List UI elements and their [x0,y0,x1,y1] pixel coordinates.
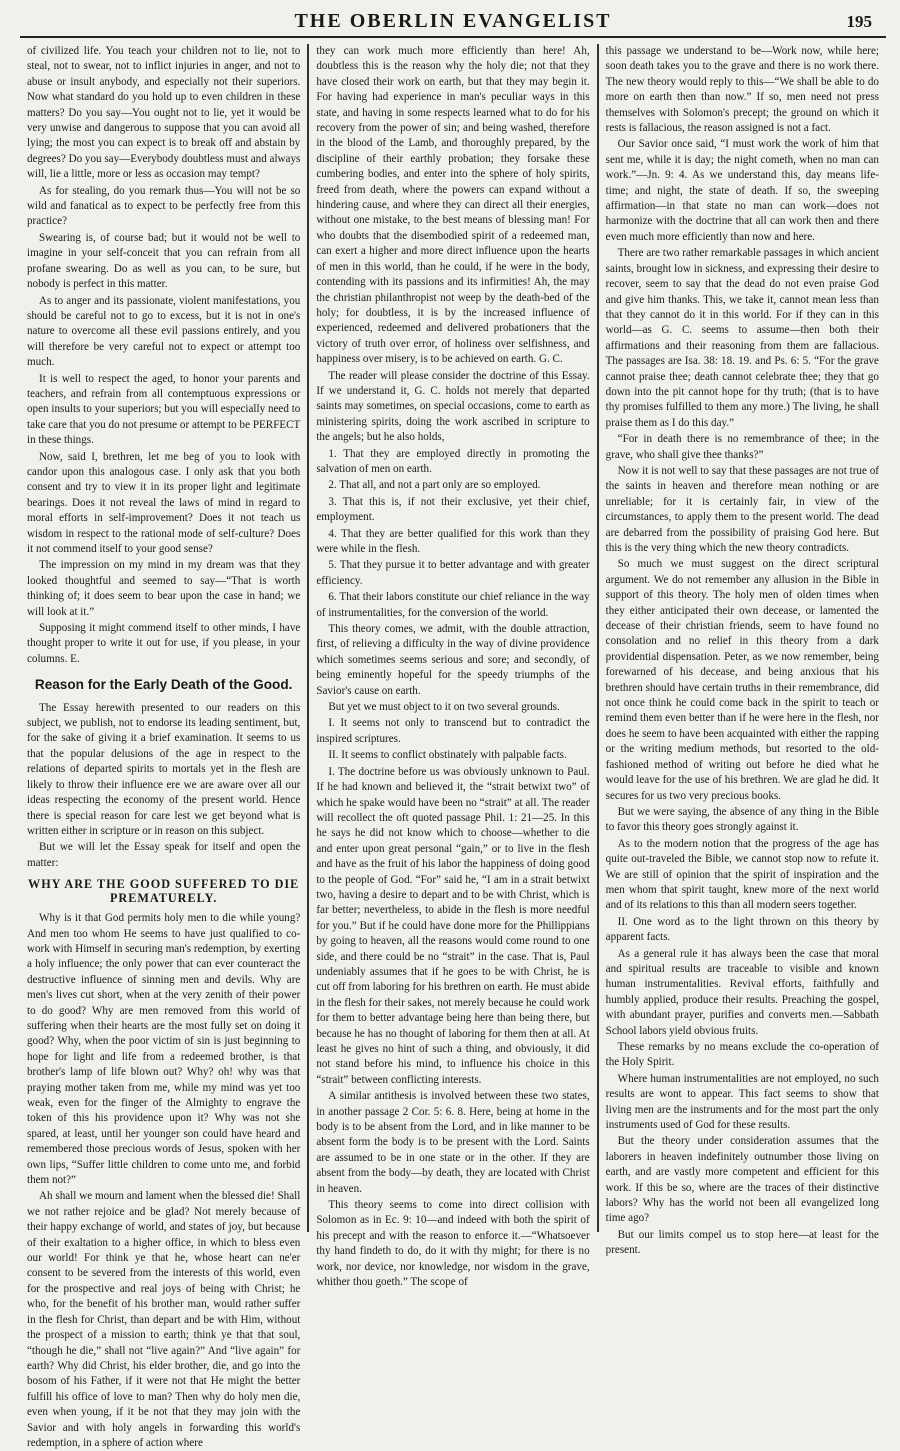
paragraph: II. It seems to conflict obstinately with palpable facts. [328,749,567,762]
paragraph: But we were saying, the absence of any thing in the Bible to favor this theory goes strongly against it. [605,805,879,834]
paragraph: Swearing is, of course bad; but it would not be well to imagine in your self-conceit that you can refrain from all profane swearing. Do as well as you can, to be sure, but nobody is perfect in this matter. [27,231,301,291]
paragraph: Ah shall we mourn and lament when the blessed die! Shall we not rather rejoice and be glad? Not merely because of their happy exchange of world, and states of joy, but because of their exaltation to a higher office, in which to bless even our world! For think ye that he, whose heart can ne'er consent to be severed from the interests of this world, even for the prospective and real joys of being with Christ; he who, for the benefit of his brother man, would rather suffer in the flesh for Christ, than depart and be with Him, without the prospect of a mission to earth; think ye that that soul, “though he die,” shall not “live again?” And “live again” for earth? Why did Christ, his elder brother, die, and go into the bosom of his Father, if it were not that He might the better fulfill his office of love to man? Then why do holy men die, even when young, if it be not that they may join with the Savior and with holy angels in forwarding this world's redemption, in a sphere of action where [27,1190,301,1449]
paragraph: This theory seems to come into direct collision with Solomon as in Ec. 9: 10—and indeed with both the spirit of his precept and with the reason to enforce it.—“Whatsoever thy hand findeth to do, do it with thy might; for there is no work, nor device, nor knowledge, nor wisdom in the grave, whither thou goeth.” The scope of [316,1199,590,1289]
paragraph: The impression on my mind in my dream was that they looked thoughtful and seemed to say—“That is worth thinking of; it does seem to bear upon the case in hand; we will look at it.” [27,559,301,618]
paragraph: So much we must suggest on the direct scriptural argument. We do not remember any allusion in the Bible in support of this theory. The holy men of olden times when they either anticipated their own decease, or lamented the decease of their christian friends, seem to have found no consolation and no relief in this theory from a dark providential dispensation. Peter, as we now remember, being forewarned of his decease, and being anxious that his brethren should have certain truths in their remembrance, did not once think he could come back in the spirit to teach or remind them even better than if he were here in the flesh, nor does he seem to have been acquainted with either the rapping or the writing medium methods, but resorted to the old-fashioned method of writing out before he died what he would leave for the use of his brethren. We are glad he did. It secures for us two very precious books. [605,558,879,802]
paragraph: As for stealing, do you remark thus—You will not be so wild and fanatical as to expect to be perfectly free from this practice? [27,184,301,228]
paragraph: As to anger and its passionate, violent manifestations, you should be careful not to go to excess, but it is not in one's nature to overcome all these evil passions entirely, and you will therefore be very careful not to expect or attempt too much. [27,294,301,369]
section-title: Reason for the Early Death of the Good. [34,677,293,693]
paragraph: I. The doctrine before us was obviously unknown to Paul. If he had known and believed it, the “strait betwixt two” of which he spake would have been no “strait” at all. The reader will recollect the oft quoted passage Phil. 1: 21—25. In this he says he did not know which to choose—whether to die and enter upon great personal “gain,” or to live in the flesh and have as the fruit of his labor the happiness of doing good to the people of God. “For” said he, “I am in a strait betwixt two, having a desire to depart and to be with Christ, which is far better; nevertheless, to abide in the flesh is more needful for you.” But if he could have done more for the Phillippians by going to heaven, all the reasons would come round to one side, and there could be no “strait” in the case. That is, Paul undeniably assumes that if he goes to be with Christ, he is cut off from laboring for his brethren on earth. He must abide in the flesh for their sakes, not merely because he could work for them to better advantage being here than being there, but because he has no thought of laboring for them then at all. At least he gives no hint of such a thing, and obviously, it did not stand before his mind, to influence his choice in this “strait” between conflicting interests. [316,765,590,1086]
paragraph: There are two rather remarkable passages in which ancient saints, brought low in sickness, and expressing their desire to recover, seem to say that the dead do not even praise God and give him thanks. This, we take it, cannot mean less than that they cannot do it in this world. For if they can in this world—as G. C. seems to assume—then both their affirmations and their reasoning from them are fallacious. The passages are Isa. 38: 18. 19. and Ps. 6: 5. “For the grave cannot praise thee; death cannot celebrate thee; they that go down into the pit cannot hope for thy truth; (that is to have thy promises fulfilled to them any more.) The living, he shall praise them as I do this day.” [605,247,879,429]
paragraph: this passage we understand to be—Work now, while here; soon death takes you to the grave and there is no work there. The new theory would reply to this—“We shall be able to do more on earth then than now.” If so, men need not press themselves with Solomon's precept; the ground on which it rests is fallacious, the reason assigned is not a fact. [605,45,879,135]
publication-title: THE OBERLIN EVANGELIST [294,10,612,32]
paragraph: The reader will please consider the doctrine of this Essay. If we understand it, G. C. holds not merely that departed saints may sometimes, on special occasions, come to earth as ministering spirits, doing the work ascribed in scripture to the angels; but he also holds, [316,369,590,444]
paragraph: A similar antithesis is involved between these two states, in another passage 2 Cor. 5: 6. 8. Here, being at home in the body is to be absent from the Lord, and in like manner to be absent form the body is to be present with the Lord. Saints are assumed to be in one state or in the other. If they are absent from the body—by death, they are located with Christ in heaven. [316,1090,590,1195]
paragraph: As to the modern notion that the progress of the age has quite out-traveled the Bible, we cannot stop now to refute it. We are still of opinion that the spirit of inspiration and the men whom that spirit taught, knew more of the next world and of its relations to this than all modern seers together. [605,837,879,912]
paragraph: The Essay herewith presented to our readers on this subject, we publish, not to endorse its leading sentiment, but, for the sake of giving it a brief examination. It seems to us that the popular delusions of the age in respect to the relations of departed spirits to mortals yet in the flesh are likely to throw their influence ere we are aware over all our ideas respecting the economy of the present world. Hence there is special reason for care lest we get beyond what is written either in scripture or in reason on this subject. [27,701,301,837]
paragraph: II. One word as to the light thrown on this theory by apparent facts. [605,915,879,944]
paragraph: This theory comes, we admit, with the double attraction, first, of relieving a difficulty in the way of divine providence which sometimes seems serious and sore; and secondly, of being eminently hopeful for the speedy triumphs of the Savior's cause on earth. [316,623,590,697]
essay-subhead: WHY ARE THE GOOD SUFFERED TO DIE PREMATURELY. [28,877,300,906]
paragraph: they can work much more efficiently than here! Ah, doubtless this is the reason why the holy die; not that they have closed their work on earth, but that they may begin it. For having had experience in man's peculiar ways in this state, and having in some respects learned what to do for his recovery from the power of sin; and being washed, therefore in the blood of the Lamb, and thoroughly prepared, by the discipline of their earthly probation; they forsake these cumbering bodies, and enter into the sphere of holy spirits, freed from death, where the powers can expand without a hindering cause, and where they can direct all their energies, without one mistake, to the best means of blessing man! For who doubts that the disembodied spirit of a redeemed man, can exert a higher and more direct influence upon the hearts of men in this world, than he could, if he were in the body, contending with its passions and its infirmities! Ah, the may the christian philanthropist not weep by the death-bed of the holy; for doubtless, it is by the increased influence of experienced, redeemed and delivered probationers that the victory of truth over error, of holiness over selfishness, and happiness over misery, is to be achieved on earth. G. C. [316,45,590,366]
paragraph: 2. That all, and not a part only are so employed. [328,479,541,492]
column-3-body [606,44,879,1259]
paragraph: These remarks by no means exclude the co-operation of the Holy Spirit. [605,1041,879,1069]
paragraph: 6. That their labors constitute our chief reliance in the way of instrumentalities, for the conversion of the world. [316,591,590,619]
paragraph: of civilized life. You teach your children not to lie, not to steal, not to swear, not to inflict injuries in anger, and not to abuse or insult anybody, and especially not their superiors. Now what standard do you hold up to even children in these matters? Do you say—You ought not to lie, yet it would be very unwise and dangerous to suppose that you can avoid all lying; the most you can expect is to break off and abstain by degrees? Do you say—Everybody doubtless must and always will, lie a little, more or less as occasion may tempt? [27,45,301,181]
paragraph: I. It seems not only to transcend but to contradict the inspired scriptures. [316,717,590,745]
columns [20,44,886,1449]
paragraph: “For in death there is no remembrance of thee; in the grave, who shall give thee thanks?” [605,433,879,461]
masthead [20,6,886,38]
page-number: 195 [846,12,872,31]
essay-body [27,911,300,1451]
paragraph: 5. That they pursue it to better advantage and with greater efficiency. [316,559,590,587]
paragraph: As a general rule it has always been the case that moral and spiritual results are traceable to visible and known human instrumentalities. Revival efforts, faithfully and humbly applied, produce their results. Preaching the gospel, with abundant prayer, purifies and converts men.—Sabbath School labors yield obvious fruits. [605,947,879,1037]
paragraph: Now it is not well to say that these passages are not true of the saints in heaven and therefore mean nothing or are unreliable; for it is certainly fair, in view of the circumstances, to apply them to the present world. The dead are debarred from the possibility of praising God here. But this is the very thing which the new theory contradicts. [605,464,879,554]
paragraph: But the theory under consideration assumes that the laborers in heaven indefinitely outnumber those living on earth, and are vastly more competent and efficient for this work. If this be so, where are the traces of their distinctive labors? Why has the world not been all evangelized long time ago? [605,1135,879,1225]
column-1-intro [27,44,300,667]
column-1 [20,44,307,1449]
paragraph: 3. That this is, if not their exclusive, yet their chief, employment. [316,495,590,524]
paragraph: Our Savior once said, “I must work the work of him that sent me, while it is day; the night cometh, when no man can work.”—Jn. 9: 4. As we understand this, day means life-time; and night, the state of death. If so, the sweeping affirmation—in that state no man can work—does not harmonize with the doctrine that all can work then and there even much more efficiently than now and here. [605,138,879,243]
paragraph: Why is it that God permits holy men to die while young? And men too whom He seems to have just qualified to co-work with Himself in securing man's redemption, by exerting a holy influence; the only power that can ever counteract the destructive influence of sinning men and devils. Why are men's lives cut short, when at the very zenith of their power to do good? Why are men removed from this world of suffering when their hearts are the most fully set on doing it good? Why, when the poor victim of sin is just beginning to hope for light and life from a redeemed brother, is that brother's lamp of life blown out? Why? oh! why was that praying mother taken from me, while my mind was yet too weak, even for the finger of the Almighty to engrave the token of this his providence upon it? Why was not she spared, at least, until her younger son could have heard and remembered those precious words of Jesus, spoken with her own lips, “Suffer little children to come unto me, and forbid them not?” [27,912,301,1187]
paragraph: Where human instrumentalities are not employed, no such results are wont to appear. This fact seems to show that living men are the instruments and for the most part the only instruments used of God for these results. [605,1072,879,1132]
paragraph: 1. That they are employed directly in promoting the salvation of men on earth. [316,447,590,475]
paragraph: But our limits compel us to stop here—at least for the present. [605,1228,879,1257]
paragraph: But yet we must object to it on two several grounds. [328,701,560,714]
column-3 [597,44,886,1257]
section-intro [27,701,300,871]
paragraph: It is well to respect the aged, to honor your parents and teachers, and refrain from all contemptuous expressions or open insults to your superiors; but you will especially need to take care that you do not presume or attempt to be PERFECT in these things. [27,372,301,447]
column-2-body [316,44,589,1291]
paragraph: Now, said I, brethren, let me beg of you to look with candor upon this analogous case. I only ask that you both consent and try to view it in its proper light and legitimate bearings. Does it not reveal the laws of mind in regard to moral efforts in self-improvement? Does it not teach us wisdom in respect to the rational mode of self-culture? Does it not commend itself to your good sense? [27,450,301,555]
paragraph: Supposing it might commend itself to other minds, I have thought proper to write it out for use, if you please, in your columns. E. [27,622,301,665]
paragraph: But we will let the Essay speak for itself and open the matter: [27,841,301,869]
paragraph: 4. That they are better qualified for this work than they were while in the flesh. [316,527,590,555]
column-2 [307,44,596,1289]
